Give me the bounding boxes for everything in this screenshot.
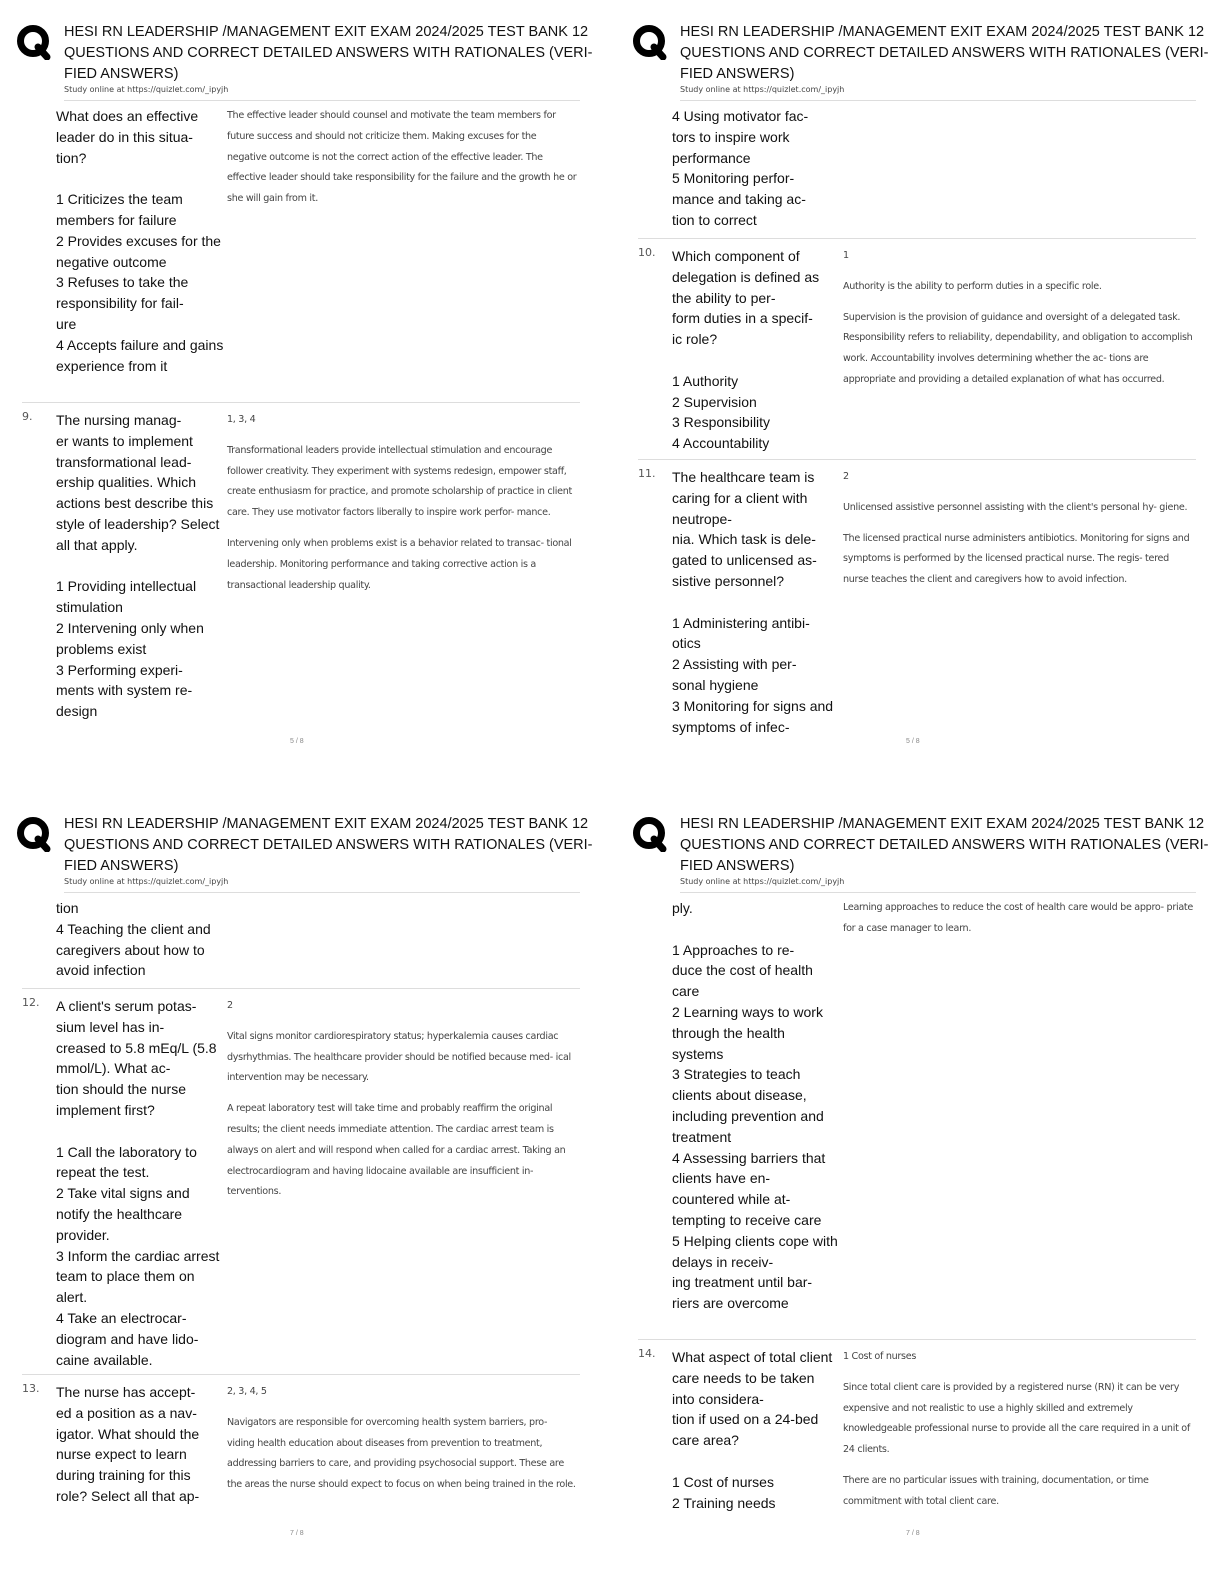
answer-paragraph: Since total client care is provided by a registered nurse (RN) it can be very expensive and not realistic to use a highly skilled and extremely knowledgeable professional nurse to provide all the care required in a unit of 24 clients. [843,1381,1190,1456]
question-text: The nursing manag- er wants to implement transformational lead- ership qualities. Which actions best describe this style of leadership? Select all that apply. 1 Providing intellectual stimulation 2 Intervening only when problems exist 3 Performing experi- ments with system re- design [56,412,220,720]
header-divider [64,100,580,101]
answer-paragraph: Unlicensed assistive personnel assisting with the client's personal hy- giene. [843,501,1188,513]
page-number: 5 / 8 [906,738,920,745]
answer-rationale [843,898,1193,940]
row-divider [638,1339,1196,1340]
answer-key: 2, 3, 4, 5 [227,1386,267,1397]
question-number: 10. [638,246,656,259]
page-bottom-right [624,800,1224,1570]
question-text: Which component of delegation is defined as the ability to per- form duties in a specif- ic role? 1 Authority 2 Supervision 3 Responsibility 4 Accountability [672,248,820,452]
answer-paragraph: There are no particular issues with training, documentation, or time commitment with total client care. [843,1474,1149,1507]
answer-paragraph: Transformational leaders provide intellectual stimulation and encourage follower creativity. They experiment with systems redesign, empower staff, create enthusiasm for practice, and promote scholarship of practice in client care. They use motivator factors liberally to inspire work perfor- mance. [227,444,572,519]
answer-paragraph: Authority is the ability to perform duties in a specific role. [843,280,1102,292]
answer-paragraph: The effective leader should counsel and motivate the team members for future success and should not criticize them. Making excuses for the negative outcome is not the correct action of the effective leader. The effective leader should take responsibility for the failure and the growth he or she will gain from it. [227,110,577,205]
row-divider [638,459,1196,460]
answer-key: 1, 3, 4 [227,414,256,425]
question-text: 4 Using motivator fac- tors to inspire work performance 5 Monitoring perfor- mance and taking ac- tion to correct [672,108,809,228]
answer-rationale [843,246,1193,391]
answer-paragraph: Navigators are responsible for overcoming health system barriers, pro- viding health education about diseases from prevention to treatment, addressing barriers to care, and providing psychosocial support. These are the areas the nurse should expect to focus on when being trained in the role. [227,1416,576,1491]
row-divider [22,988,580,989]
answer-paragraph: Learning approaches to reduce the cost of health care would be appro- priate for a case manager to learn. [843,902,1193,934]
quizlet-logo-icon [632,816,668,852]
question-text: The nurse has accept- ed a position as a nav- igator. What should the nurse expect to learn during training for this role? Select all that ap- [56,1384,200,1504]
quizlet-logo-icon [16,24,52,60]
answer-key: 2 [227,1000,233,1011]
study-online-link[interactable]: Study online at https://quizlet.com/_ipyjh [64,85,229,94]
answer-paragraph: A repeat laboratory test will take time and probably reaffirm the original results; the client needs immediate attention. The cardiac arrest team is always on alert and will respond when called for a cardiac arrest. Taking an electrocardiogram and having lidocaine available are insufficient in- terventions. [227,1103,566,1198]
question-text: ply. 1 Approaches to re- duce the cost of health care 2 Learning ways to work through the health systems 3 Strategies to teach clients about disease, including prevention and treatment 4 Assessing barriers that clients have en- countered while at- tempting to receive care 5 Helping clients cope with delays in receiv- ing treatment until bar- riers are overcome [672,900,838,1312]
question-number: 11. [638,467,656,480]
page-bottom-left [8,800,608,1570]
question-text: The healthcare team is caring for a client with neutrope- nia. Which task is dele- gated to unlicensed as- sistive personnel? 1 Administering antibi- otics 2 Assisting with per- sonal hygiene 3 Monitoring for signs and symptoms of infec- [672,469,834,735]
page-number: 5 / 8 [290,738,304,745]
answer-key: 1 [843,250,849,261]
question-text: A client's serum potas- sium level has in- creased to 5.8 mEq/L (5.8 mmol/L). What ac- tion should the nurse implement first? 1 Call the laboratory to repeat the test. 2 Take vital signs and notify the healthcare provider. 3 Inform the cardiac arrest team to place them on alert. 4 Take an electrocar- diogram and have lido- caine available. [56,998,220,1368]
page-top-left [8,8,608,778]
quizlet-logo-icon [632,24,668,60]
question-number: 14. [638,1347,656,1360]
answer-rationale [843,1347,1193,1513]
answer-rationale [843,467,1193,591]
row-divider [22,402,580,403]
question-text: What does an effective leader do in this situa- tion? 1 Criticizes the team members for failure 2 Provides excuses for the negative outcome 3 Refuses to take the responsibility for fail- ure 4 Accepts failure and gains experience from it [56,108,224,374]
row-divider [22,1374,580,1375]
answer-paragraph: The licensed practical nurse administers antibiotics. Monitoring for signs and symptoms is performed by the licensed practical nurse. The regis- tered nurse teaches the client and caregivers how to avoid infection. [843,532,1190,586]
document-title: HESI RN LEADERSHIP /MANAGEMENT EXIT EXAM 2024/2025 TEST BANK 12 QUESTIONS AND CORRECT DETAILED ANSWERS WITH RATIONALES (VERI- FIED ANSWERS) [64,816,593,874]
answer-paragraph: Supervision is the provision of guidance and oversight of a delegated task. Responsibility refers to reliability, dependability, and obligation to accomplish work. Accountability involves determining whether the ac- tions are appropriate and providing a detailed explanation of what has occurred. [843,311,1193,385]
question-number: 13. [22,1382,40,1395]
answer-paragraph: Intervening only when problems exist is a behavior related to transac- tional leadership. Monitoring performance and taking corrective action is a transactional leadership quality. [227,537,572,591]
question-number: 12. [22,996,40,1009]
document-title: HESI RN LEADERSHIP /MANAGEMENT EXIT EXAM 2024/2025 TEST BANK 12 QUESTIONS AND CORRECT DETAILED ANSWERS WITH RATIONALES (VERI- FIED ANSWERS) [64,24,593,82]
answer-rationale [227,1382,577,1496]
study-online-link[interactable]: Study online at https://quizlet.com/_ipyjh [680,877,845,886]
answer-key: 1 Cost of nurses [843,1351,917,1362]
answer-key: 2 [843,471,849,482]
answer-rationale [227,410,577,596]
study-online-link[interactable]: Study online at https://quizlet.com/_ipyjh [64,877,229,886]
question-number: 9. [22,410,33,423]
study-online-link[interactable]: Study online at https://quizlet.com/_ipyjh [680,85,845,94]
header-divider [64,892,580,893]
question-text: What aspect of total client care needs to be taken into considera- tion if used on a 24-bed care area? 1 Cost of nurses 2 Training needs [672,1349,833,1511]
page-number: 7 / 8 [906,1530,920,1537]
page-number: 7 / 8 [290,1530,304,1537]
answer-rationale [227,106,577,210]
answer-paragraph: Vital signs monitor cardiorespiratory status; hyperkalemia causes cardiac dysrhythmias. The healthcare provider should be notified because med- ical intervention may be necessary. [227,1030,571,1084]
header-divider [680,100,1196,101]
page-top-right [624,8,1224,778]
question-text: tion 4 Teaching the client and caregivers about how to avoid infection [56,900,211,979]
document-title: HESI RN LEADERSHIP /MANAGEMENT EXIT EXAM 2024/2025 TEST BANK 12 QUESTIONS AND CORRECT DETAILED ANSWERS WITH RATIONALES (VERI- FIED ANSWERS) [680,816,1209,874]
row-divider [638,238,1196,239]
answer-rationale [227,996,577,1203]
document-title: HESI RN LEADERSHIP /MANAGEMENT EXIT EXAM 2024/2025 TEST BANK 12 QUESTIONS AND CORRECT DETAILED ANSWERS WITH RATIONALES (VERI- FIED ANSWERS) [680,24,1209,82]
quizlet-logo-icon [16,816,52,852]
header-divider [680,892,1196,893]
